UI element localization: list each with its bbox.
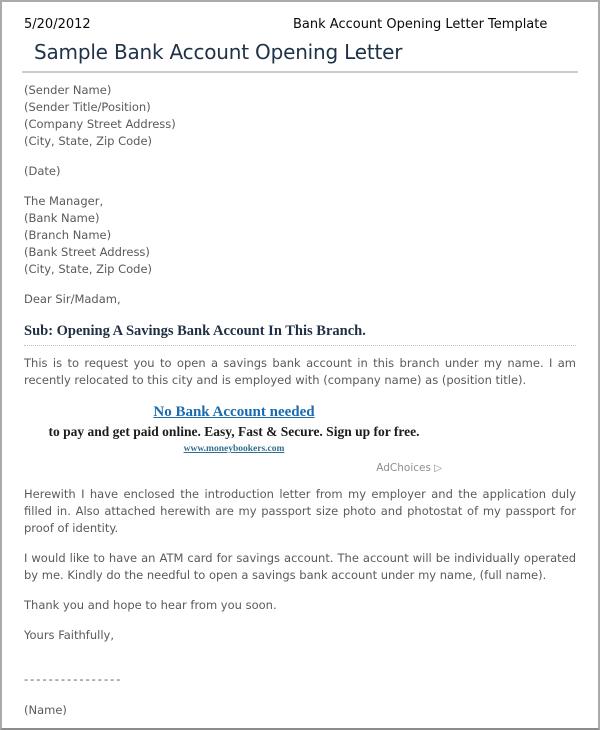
ad-url-link[interactable]: www.moneybookers.com [183,444,285,454]
recipient-line: (Bank Street Address) [24,245,150,259]
adchoices-button[interactable] [24,460,444,477]
signature-line: ---------------- [24,672,123,686]
name-placeholder: (Name) [24,703,67,717]
valediction: Yours Faithfully, [24,628,114,642]
ad-headline [24,404,444,422]
adchoices-label: AdChoices [376,462,431,474]
recipient-line: (Bank Name) [24,211,100,225]
salutation: Dear Sir/Madam, [24,292,121,306]
subject-line: Sub: Opening A Savings Bank Account In This Branch. [24,323,366,339]
sender-address-block [24,82,576,150]
ad-banner [24,404,444,477]
ad-url [24,440,444,458]
dotted-divider [24,345,576,346]
paragraph-request: This is to request you to open a savings bank account in this branch under my name. I am recently relocated to this city and is employed with (company name) as (position title). [24,356,576,387]
print-header-title: Bank Account Opening Letter Template [293,17,548,32]
recipient-line: The Manager, [24,194,104,208]
thanks-line: Thank you and hope to hear from you soon. [24,598,277,612]
ad-headline-link[interactable]: No Bank Account needed [153,404,315,420]
page-title: Sample Bank Account Opening Letter [22,40,578,73]
print-header-date: 5/20/2012 [24,17,91,32]
sender-line: (Company Street Address) [24,117,176,131]
recipient-line: (City, State, Zip Code) [24,262,153,276]
sender-line: (Sender Name) [24,83,112,97]
ad-tagline: to pay and get paid online. Easy, Fast & Secure. Sign up for free. [48,424,420,439]
recipient-address-block [24,193,576,278]
sender-line: (City, State, Zip Code) [24,134,153,148]
letter-body [2,73,598,719]
paragraph-atm-request: I would like to have an ATM card for savings account. The account will be individually operated by me. Kindly do the needful to open a savings bank account under my name, (full name). [24,551,576,582]
date-placeholder: (Date) [24,164,61,178]
sender-line: (Sender Title/Position) [24,100,151,114]
adchoices-triangle-icon: ▷ [434,463,442,474]
recipient-line: (Branch Name) [24,228,112,242]
paragraph-enclosures: Herewith I have enclosed the introduction letter from my employer and the application duly filled in. Also attached herewith are my passport size photo and photostat of my passport for proof of identity. [24,487,576,535]
print-header [2,2,598,33]
